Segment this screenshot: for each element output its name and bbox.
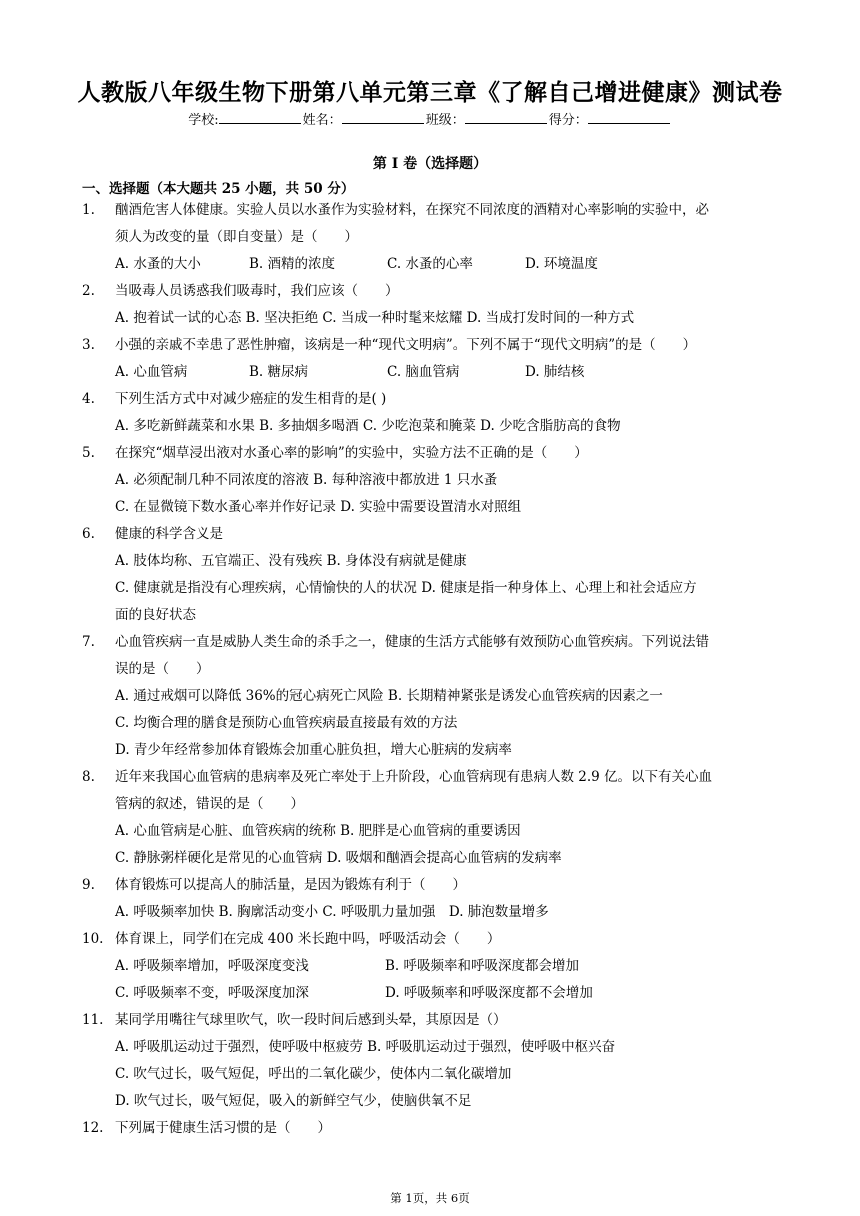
page-footer: 第 1页，共 6页 (390, 1191, 470, 1205)
question-stem: 须人为改变的量（即自变量）是（ ） (115, 229, 358, 245)
question-number: 1. (82, 202, 95, 218)
answer-option[interactable]: A. 通过戒烟可以降低 36%的冠心病死亡风险 B. 长期精神紧张是诱发心血管疾病的因素之一 (115, 688, 663, 704)
answer-option[interactable]: A. 多吃新鲜蔬菜和水果 B. 多抽烟多喝酒 C. 少吃泡菜和腌菜 D. 少吃含脂肪高的食物 (115, 418, 621, 434)
answer-option[interactable]: A. 必须配制几种不同浓度的溶液 B. 每种溶液中都放进 1 只水蚤 (115, 472, 498, 488)
answer-option[interactable]: D. 吹气过长，吸气短促，吸入的新鲜空气少，使脑供氧不足 (115, 1093, 472, 1109)
answer-option[interactable]: A. 呼吸频率增加，呼吸深度变浅 (115, 958, 309, 974)
volume-title: 第 I 卷（选择题） (372, 156, 488, 172)
answer-option[interactable]: C. 健康就是指没有心理疾病，心情愉快的人的状况 D. 健康是指一种身体上、心理上和社会适应方 (115, 580, 697, 596)
answer-option[interactable]: C. 静脉粥样硬化是常见的心血管病 D. 吸烟和酗酒会提高心血管病的发病率 (115, 850, 562, 866)
answer-option[interactable]: C. 呼吸频率不变，呼吸深度加深 (115, 985, 309, 1001)
question-number: 9. (82, 877, 95, 893)
question-number: 6. (82, 526, 95, 542)
answer-option[interactable]: B. 酒精的浓度 (249, 256, 336, 272)
answer-option[interactable]: A. 呼吸频率加快 B. 胸廓活动变小 C. 呼吸肌力量加强 D. 肺泡数量增多 (115, 904, 549, 920)
school-blank (219, 111, 301, 124)
answer-option[interactable]: C. 在显微镜下数水蚤心率并作好记录 D. 实验中需要设置清水对照组 (115, 499, 522, 515)
class-blank (465, 111, 547, 124)
question-stem: 某同学用嘴往气球里吹气，吹一段时间后感到头晕，其原因是（） (115, 1012, 507, 1028)
answer-option[interactable]: C. 脑血管病 (387, 364, 460, 380)
question-number: 7. (82, 634, 95, 650)
question-number: 10. (82, 931, 104, 947)
section-title: 一、选择题（本大题共 25 小题，共 50 分） (82, 181, 355, 197)
question-number: 3. (82, 337, 95, 353)
question-number: 5. (82, 445, 95, 461)
answer-option[interactable]: C. 吹气过长，吸气短促，呼出的二氧化碳少，使体内二氧化碳增加 (115, 1066, 512, 1082)
answer-option[interactable]: C. 均衡合理的膳食是预防心血管疾病最直接最有效的方法 (115, 715, 458, 731)
answer-option[interactable]: D. 呼吸频率和呼吸深度都不会增加 (385, 985, 593, 1001)
score-label: 得分： (548, 113, 588, 128)
question-number: 2. (82, 283, 95, 299)
exam-title: 人教版八年级生物下册第八单元第三章《了解自己增进健康》测试卷 (77, 80, 783, 106)
question-stem: 体育锻炼可以提高人的肺活量，是因为锻炼有利于（ ） (115, 877, 466, 893)
question-stem: 心血管疾病一直是威胁人类生命的杀手之一，健康的生活方式能够有效预防心血管疾病。下列说法错 (115, 634, 709, 650)
answer-option[interactable]: A. 水蚤的大小 (115, 256, 201, 272)
question-stem: 小强的亲戚不幸患了恶性肿瘤，该病是一种“现代文明病”。下列不属于“现代文明病”的是（ ） (115, 337, 697, 353)
question-stem: 酗酒危害人体健康。实验人员以水蚤作为实验材料，在探究不同浓度的酒精对心率影响的实验中，必 (115, 202, 709, 218)
question-stem: 体育课上，同学们在完成 400 米长跑中吗，呼吸活动会（ ） (115, 931, 501, 947)
question-number: 12. (82, 1120, 104, 1136)
answer-option[interactable]: A. 抱着试一试的心态 B. 坚决拒绝 C. 当成一种时髦来炫耀 D. 当成打发时间的一种方式 (115, 310, 635, 326)
answer-option[interactable]: A. 呼吸肌运动过于强烈，使呼吸中枢疲劳 B. 呼吸肌运动过于强烈，使呼吸中枢兴奋 (115, 1039, 616, 1055)
answer-option[interactable]: D. 肺结核 (525, 364, 585, 380)
school-label: 学校: (188, 113, 219, 128)
class-label: 班级： (425, 113, 465, 128)
answer-option[interactable]: 面的良好状态 (115, 607, 196, 623)
answer-option[interactable]: D. 青少年经常参加体育锻炼会加重心脏负担，增大心脏病的发病率 (115, 742, 512, 758)
question-stem: 下列属于健康生活习惯的是（ ） (115, 1120, 331, 1136)
answer-option[interactable]: A. 肢体均称、五官端正、没有残疾 B. 身体没有病就是健康 (115, 553, 467, 569)
answer-option[interactable]: A. 心血管病是心脏、血管疾病的统称 B. 肥胖是心血管病的重要诱因 (115, 823, 521, 839)
score-blank (588, 111, 670, 124)
name-blank (342, 111, 424, 124)
question-stem: 管病的叙述，错误的是（ ） (115, 796, 304, 812)
student-info-line (0, 109, 860, 128)
question-stem: 下列生活方式中对减少癌症的发生相背的是( ) (115, 391, 387, 407)
question-stem: 在探究“烟草浸出液对水蚤心率的影响”的实验中，实验方法不正确的是（ ） (115, 445, 588, 461)
answer-option[interactable]: A. 心血管病 (115, 364, 188, 380)
question-stem: 近年来我国心血管病的患病率及死亡率处于上升阶段，心血管病现有患病人数 2.9 亿。以下有关心血 (115, 769, 713, 785)
question-number: 11. (82, 1012, 104, 1028)
answer-option[interactable]: B. 糖尿病 (249, 364, 309, 380)
question-stem: 当吸毒人员诱惑我们吸毒时，我们应该（ ） (115, 283, 399, 299)
question-number: 8. (82, 769, 95, 785)
question-stem: 健康的科学含义是 (115, 526, 223, 542)
answer-option[interactable]: D. 环境温度 (525, 256, 598, 272)
question-stem: 误的是（ ） (115, 661, 210, 677)
name-label: 姓名： (302, 113, 342, 128)
answer-option[interactable]: C. 水蚤的心率 (387, 256, 473, 272)
question-number: 4. (82, 391, 95, 407)
answer-option[interactable]: B. 呼吸频率和呼吸深度都会增加 (385, 958, 580, 974)
